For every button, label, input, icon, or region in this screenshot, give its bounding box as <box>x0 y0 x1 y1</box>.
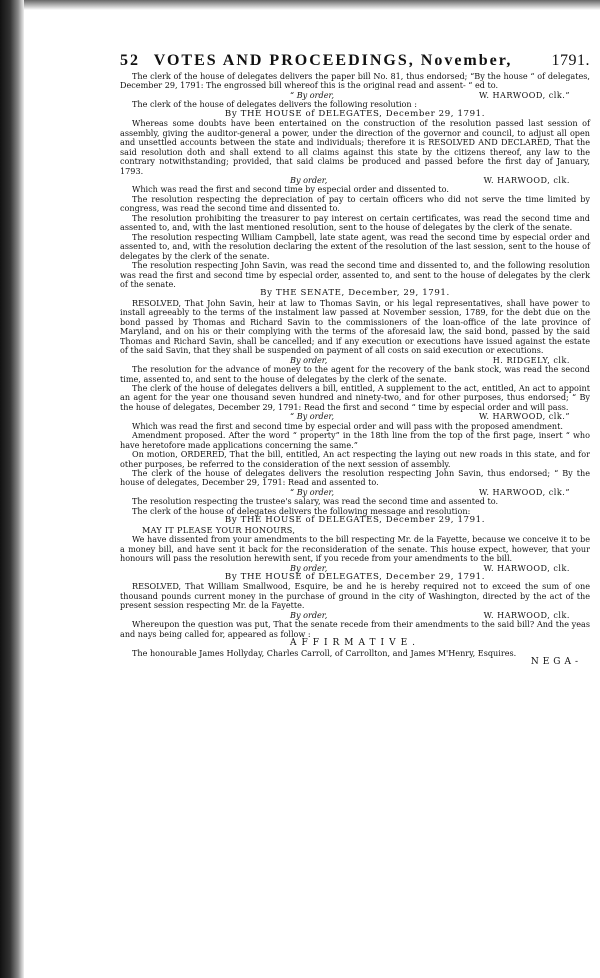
signature: “ By order, W. HARWOOD, clk.” <box>290 411 570 422</box>
paragraph: On motion, ORDERED, That the bill, entitled, An act respecting the laying out new roads in this state, and for other purposes, be referred to the consideration of the next session of assembly. <box>120 449 590 469</box>
signature: By order, W. HARWOOD, clk. <box>290 174 570 185</box>
section-heading: By THE HOUSE of DELEGATES, December 29, 1791. <box>224 108 486 119</box>
paragraph: Which was read the first and second time by especial order and will pass with the proposed amendment. <box>132 420 563 431</box>
section-heading: By THE SENATE, December, 29, 1791. <box>260 288 450 299</box>
paragraph: The clerk of the house of delegates delivers a bill, entitled, A supplement to the act, entitled, An act to appoint an agent for the year one thousand seven hundred and ninety-two, and for other purposes, thus endorsed; “ By the house of delegates, December 29, 1791: Read the first and second “ time by especial order and will pass. <box>120 382 590 412</box>
header-year: 1791. <box>551 52 590 69</box>
signature: By order, W. HARWOOD, clk. <box>290 562 570 573</box>
paragraph: RESOLVED, That William Smallwood, Esquire, be and he is hereby required not to exceed the sum of one thousand pounds current money in the purchase of ground in the city of Washington, directed by the act of the present session respecting Mr. de la Fayette. <box>120 581 590 611</box>
page-body <box>120 72 590 668</box>
paragraph: The clerk of the house of delegates delivers the following message and resolution: <box>132 505 471 516</box>
paragraph: Whereupon the question was put, That the senate recede from their amendments to the said bill? And the yeas and nays being called for, appeared as follow : <box>120 619 590 639</box>
paragraph: The resolution respecting the trustee's salary, was read the second time and assented to. <box>132 496 499 507</box>
section-heading: By THE HOUSE of DELEGATES, December 29, 1791. <box>224 572 486 583</box>
signature: “ By order, W. HARWOOD, clk.” <box>290 89 570 100</box>
paragraph: The clerk of the house of delegates delivers the resolution respecting John Savin, thus endorsed; “ By the house of delegates, December 29, 1791: Read and assented to. <box>120 468 590 488</box>
paragraph: The resolution respecting the depreciation of pay to certain officers who did not serve the time limited by congress, was read the second time and dissented to. <box>120 193 590 214</box>
salutation: MAY IT PLEASE YOUR HONOURS, <box>142 524 296 535</box>
section-heading: By THE HOUSE of DELEGATES, December 29, 1791. <box>224 515 486 526</box>
paragraph: The clerk of the house of delegates delivers the following resolution : <box>132 99 417 110</box>
paragraph: Whereas some doubts have been entertained on the construction of the resolution passed last session of assembly, giving the auditor-general a power, under the direction of the governor and council, to adjust all open and unsettled accounts between the state and individuals; therefore it is RESOLVED AND DECLARED, That the said resolution doth and shall extend to all claims against this state by the citizens thereof, any law to the contrary notwithstanding; provided, that said claims be produced and passed before the first day of January, 1793. <box>120 118 590 176</box>
running-header <box>120 52 590 70</box>
paragraph: The resolution respecting William Campbell, late state agent, was read the second time by especial order and assented to, and, with the resolution declaring the extent of the resolution of the last session, sent to the house of delegates by the clerk of the senate. <box>120 231 590 261</box>
signature: By order, W. HARWOOD, clk. <box>290 609 570 620</box>
paragraph: RESOLVED, That John Savin, heir at law to Thomas Savin, or his legal representatives, shall have power to install agreeably to the terms of the instalment law passed at November session, 1789, for the debt due on the bond passed by Thomas and Richard Savin to the commissioners of the loan-office of the late province of Maryland, and on his or their complying with the terms of the aforesaid law, the said bond, passed by the said Thomas and Richard Savin, shall be cancelled; and if any execution or executions have issued against the estate of the said Savin, that they shall be suspended on payment of all costs on said execution or executions. <box>120 297 590 356</box>
paragraph: The clerk of the house of delegates delivers the paper bill No. 81, thus endorsed; “By the house “ of delegates, December 29, 1791: The engrossed bill whereof this is the original read and assent- “ ed to. <box>120 71 590 91</box>
page-number: 52 <box>120 52 140 69</box>
header-title: VOTES AND PROCEEDINGS, November, <box>153 52 513 69</box>
page-shadow-left <box>0 0 24 978</box>
signature: By order, H. RIDGELY, clk. <box>290 354 570 365</box>
paragraph: The resolution prohibiting the treasurer to pay interest on certain certificates, was read the second time and assented to, and, with the last mentioned resolution, sent to the house of delegates by the clerk of the senate. <box>120 212 590 233</box>
catchword: NEGA- <box>530 657 582 668</box>
page-shadow-top <box>0 0 600 10</box>
paragraph: The resolution respecting John Savin, was read the second time and dissented to, and the following resolution was read the first and second time by especial order, assented to, and sent to the house of delegates by the clerk of the senate. <box>120 260 590 289</box>
affirmative-heading: AFFIRMATIVE. <box>289 638 421 649</box>
paragraph: Which was read the first and second time by especial order and dissented to. <box>132 184 449 195</box>
paragraph: The resolution for the advance of money to the agent for the recovery of the bank stock, was read the second time, assented to, and sent to the house of delegates by the clerk of the senate. <box>120 364 590 384</box>
signature: “ By order, W. HARWOOD, clk.” <box>290 486 570 497</box>
paragraph: The honourable James Hollyday, Charles Carroll, of Carrollton, and James M'Henry, Esquires. <box>132 647 517 658</box>
paragraph: We have dissented from your amendments to the bill respecting Mr. de la Fayette, because we conceive it to be a money bill, and have sent it back for the reconsideration of the senate. This house expect, however, that your honours will pass the resolution herewith sent, if you recede from your amendments to the bill. <box>120 534 590 564</box>
paragraph: Amendment proposed. After the word “ property” in the 18th line from the top of the first page, insert “ who have heretofore made applications concerning the same.” <box>120 430 590 450</box>
